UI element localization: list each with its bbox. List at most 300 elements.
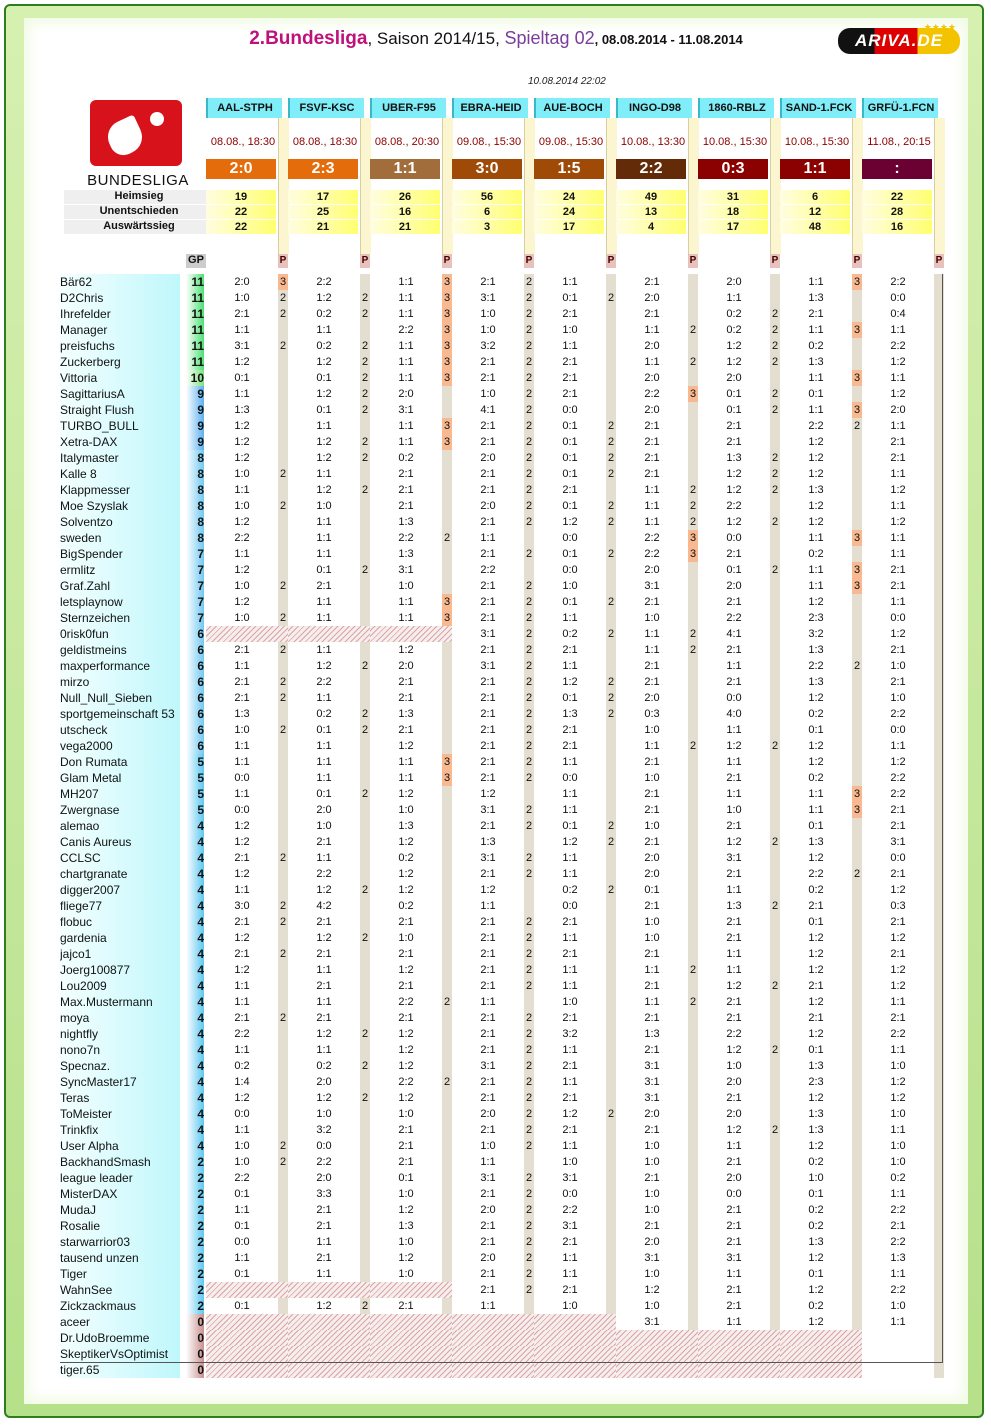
table-row (24, 1186, 968, 1202)
player-points: 9 (186, 434, 204, 450)
tip-points: 2 (607, 516, 615, 528)
tip-points (278, 1090, 288, 1106)
tip-cell: 0:1 (316, 724, 332, 736)
tip-cell: 0:1 (562, 692, 578, 704)
tip-cell: 2:2 (890, 708, 906, 720)
match-name[interactable]: EBRA-HEID (452, 98, 528, 118)
tip-cell: 2:1 (480, 1188, 496, 1200)
tip-points (442, 1058, 452, 1074)
match-stat-a: 17 (698, 220, 768, 234)
tip-cell: 2:0 (726, 1076, 742, 1088)
player-name[interactable]: vega2000 (60, 738, 180, 754)
tip-points (360, 738, 370, 754)
tip-cell: 2:1 (726, 1236, 742, 1248)
tip-cell: 1:3 (398, 820, 414, 832)
tip-cell: 3:1 (234, 340, 250, 352)
player-name[interactable]: gardenia (60, 930, 180, 946)
tip-points (442, 914, 452, 930)
tip-points (606, 978, 616, 994)
player-name[interactable]: Straight Flush (60, 402, 180, 418)
tip-cell: 2:2 (398, 1076, 414, 1088)
tip-points (442, 946, 452, 962)
player-points: 8 (186, 498, 204, 514)
tip-points: 2 (279, 916, 287, 928)
tip-cell (862, 1330, 934, 1346)
tip-cell: 1:3 (808, 1060, 824, 1072)
tip-points (360, 914, 370, 930)
player-name[interactable]: MisterDAX (60, 1186, 180, 1202)
player-name[interactable]: Italymaster (60, 450, 180, 466)
tip-cell: 1:1 (726, 756, 742, 768)
tip-cell: 2:2 (316, 676, 332, 688)
tip-cell: 2:1 (644, 836, 660, 848)
label-unentschieden: Unentschieden (64, 205, 214, 219)
player-name[interactable]: starwarrior03 (60, 1234, 180, 1250)
tip-cell: 2:1 (726, 916, 742, 928)
table-row (24, 946, 968, 962)
tip-points (360, 498, 370, 514)
player-name[interactable]: Rosalie (60, 1218, 180, 1234)
player-name[interactable]: Tiger (60, 1266, 180, 1282)
tip-cell: 3:1 (480, 804, 496, 816)
tip-points: 3 (443, 756, 451, 768)
tip-cell: 2:1 (562, 1124, 578, 1136)
player-name[interactable]: ermlitz (60, 562, 180, 578)
player-name[interactable]: Solventzo (60, 514, 180, 530)
tip-points: 3 (853, 324, 861, 336)
tip-cell: 0:1 (808, 916, 824, 928)
tip-cell: 1:1 (808, 532, 824, 544)
player-points: 4 (186, 1138, 204, 1154)
tip-cell: 1:1 (562, 1252, 578, 1264)
match-name[interactable]: SAND-1.FCK (780, 98, 856, 118)
tip-points (852, 1234, 862, 1250)
tip-cell: 1:0 (890, 1108, 906, 1120)
tip-points: 2 (525, 644, 533, 656)
tip-cell: 2:1 (398, 1300, 414, 1312)
tip-points: 2 (525, 596, 533, 608)
tip-points (360, 994, 370, 1010)
tip-points (770, 594, 780, 610)
tip-points (770, 1026, 780, 1042)
tip-cell: 1:1 (562, 788, 578, 800)
tip-cell: 1:2 (316, 1300, 332, 1312)
tip-cell: 2:1 (480, 740, 496, 752)
tip-cell: 2:1 (480, 772, 496, 784)
player-name[interactable]: Graf.Zahl (60, 578, 180, 594)
tip-cell (288, 626, 370, 642)
player-name[interactable]: Kalle 8 (60, 466, 180, 482)
player-name[interactable]: Bär62 (60, 274, 180, 290)
player-name[interactable]: preisfuchs (60, 338, 180, 354)
tip-cell: 1:2 (808, 932, 824, 944)
tip-cell: 1:1 (890, 1188, 906, 1200)
tip-points (524, 834, 534, 850)
tip-points (442, 818, 452, 834)
tip-points (770, 418, 780, 434)
player-name[interactable]: flobuc (60, 914, 180, 930)
label-heimsieg: Heimsieg (64, 190, 214, 204)
match-name[interactable]: INGO-D98 (616, 98, 692, 118)
tip-cell: 4:1 (480, 404, 496, 416)
tip-points: 2 (689, 516, 697, 528)
player-name[interactable]: Sternzeichen (60, 610, 180, 626)
tip-cell: 2:1 (890, 820, 906, 832)
tip-cell: 1:1 (562, 804, 578, 816)
match-stat-a: 16 (862, 220, 932, 234)
player-name[interactable]: Specnaz. (60, 1058, 180, 1074)
tip-cell: 3:1 (480, 1172, 496, 1184)
tip-cell: 1:0 (234, 292, 250, 304)
tip-cell: 1:1 (316, 532, 332, 544)
tip-cell: 0:1 (726, 564, 742, 576)
tip-points (278, 322, 288, 338)
tip-points: 3 (443, 420, 451, 432)
tip-points: 2 (361, 308, 369, 320)
tip-points: 2 (361, 788, 369, 800)
player-name[interactable]: Zuckerberg (60, 354, 180, 370)
table-row (24, 754, 968, 770)
tip-points (688, 1234, 698, 1250)
logo-word: BUNDESLIGA (87, 172, 189, 189)
tip-cell: 1:1 (316, 612, 332, 624)
tip-cell: 0:1 (316, 788, 332, 800)
tip-cell: 1:1 (234, 1124, 250, 1136)
player-name[interactable]: SyncMaster17 (60, 1074, 180, 1090)
match-name[interactable]: 1860-RBLZ (698, 98, 774, 118)
tip-points (606, 354, 616, 370)
tip-cell: 2:1 (480, 596, 496, 608)
tip-cell: 2:1 (808, 308, 824, 320)
tip-cell: 0:0 (890, 852, 906, 864)
player-points: 9 (186, 402, 204, 418)
tip-cell: 1:1 (890, 500, 906, 512)
player-name[interactable]: Ihrefelder (60, 306, 180, 322)
tip-cell: 1:1 (808, 276, 824, 288)
tip-cell: 1:1 (726, 1268, 742, 1280)
tip-points (688, 658, 698, 674)
tip-cell: 2:1 (726, 436, 742, 448)
tip-cell: 2:2 (316, 276, 332, 288)
tip-cell: 1:0 (316, 820, 332, 832)
tip-points (688, 610, 698, 626)
star-icon: ★★★★ (923, 22, 956, 32)
tip-cell: 1:1 (562, 1044, 578, 1056)
tip-points (770, 674, 780, 690)
tip-points: 2 (525, 932, 533, 944)
player-name[interactable]: TURBO_BULL (60, 418, 180, 434)
player-name[interactable]: fliege77 (60, 898, 180, 914)
tip-points (606, 914, 616, 930)
player-name[interactable]: tausend unzen (60, 1250, 180, 1266)
player-name[interactable]: Vittoria (60, 370, 180, 386)
tip-points: 2 (607, 420, 615, 432)
tip-points (442, 498, 452, 514)
player-name[interactable]: Canis Aureus (60, 834, 180, 850)
tip-cell: 0:0 (890, 724, 906, 736)
player-name[interactable]: moya (60, 1010, 180, 1026)
match-stat-a: 48 (780, 220, 850, 234)
tip-cell: 1:2 (398, 1044, 414, 1056)
tip-points: 2 (525, 628, 533, 640)
player-name[interactable]: CCLSC (60, 850, 180, 866)
table-row (24, 1346, 968, 1362)
tip-cell: 0:0 (726, 1188, 742, 1200)
tip-cell: 1:1 (890, 1268, 906, 1280)
tip-points (852, 706, 862, 722)
tip-points (852, 546, 862, 562)
match-name[interactable]: GRFÜ-1.FCN (862, 98, 938, 118)
tip-cell: 1:1 (726, 948, 742, 960)
tip-cell: 0:4 (890, 308, 906, 320)
player-name[interactable]: chartgranate (60, 866, 180, 882)
tip-points: 2 (607, 836, 615, 848)
player-name[interactable]: 0risk0fun (60, 626, 180, 642)
player-name[interactable]: maxperformance (60, 658, 180, 674)
tip-cell: 2:1 (726, 420, 742, 432)
player-points: 8 (186, 530, 204, 546)
player-name[interactable]: league leader (60, 1170, 180, 1186)
tip-cell: 1:1 (234, 548, 250, 560)
player-name[interactable]: nono7n (60, 1042, 180, 1058)
player-name[interactable]: Don Rumata (60, 754, 180, 770)
table-row (24, 1090, 968, 1106)
tip-cell: 2:1 (316, 580, 332, 592)
tip-cell: 1:1 (726, 660, 742, 672)
player-name[interactable]: Max.Mustermann (60, 994, 180, 1010)
tip-points (606, 274, 616, 290)
tip-points: 3 (443, 436, 451, 448)
tip-points: 2 (361, 564, 369, 576)
tip-cell: 1:3 (808, 484, 824, 496)
table-row (24, 466, 968, 482)
tip-points: 2 (279, 852, 287, 864)
tip-cell: 1:0 (398, 804, 414, 816)
tip-points: 2 (525, 740, 533, 752)
tip-cell: 2:0 (644, 868, 660, 880)
table-row (24, 1362, 968, 1378)
tip-points (770, 530, 780, 546)
player-name[interactable]: Zwergnase (60, 802, 180, 818)
tip-points (688, 1282, 698, 1298)
tip-cell: 2:2 (398, 996, 414, 1008)
tip-cell: 0:1 (808, 388, 824, 400)
player-name[interactable]: letsplaynow (60, 594, 180, 610)
tip-points (852, 1058, 862, 1074)
player-name[interactable]: WahnSee (60, 1282, 180, 1298)
player-name[interactable]: Manager (60, 322, 180, 338)
tip-cell: 2:0 (726, 372, 742, 384)
tip-cell: 0:2 (398, 452, 414, 464)
player-name[interactable]: Teras (60, 1090, 180, 1106)
tip-points (688, 754, 698, 770)
tip-cell: 1:0 (644, 1140, 660, 1152)
player-name[interactable]: Glam Metal (60, 770, 180, 786)
tip-points (852, 722, 862, 738)
player-name[interactable]: ToMeister (60, 1106, 180, 1122)
tip-cell: 2:1 (562, 388, 578, 400)
match-name[interactable]: FSVF-KSC (288, 98, 364, 118)
tip-cell: 1:2 (726, 980, 742, 992)
match-name[interactable]: UBER-F95 (370, 98, 446, 118)
tip-cell: 3:1 (644, 1060, 660, 1072)
player-name[interactable]: MH207 (60, 786, 180, 802)
match-date: 08.08., 20:30 (374, 136, 440, 148)
tip-points (278, 1218, 288, 1234)
tip-cell: 0:0 (890, 612, 906, 624)
tip-points: 2 (279, 1156, 287, 1168)
tip-cell: 2:1 (480, 1012, 496, 1024)
tip-cell: 2:2 (890, 340, 906, 352)
tip-cell: 1:2 (234, 420, 250, 432)
player-points: 4 (186, 1106, 204, 1122)
tip-points: 2 (525, 388, 533, 400)
tip-points: 2 (443, 996, 451, 1008)
tip-points (770, 818, 780, 834)
tip-points: 2 (525, 420, 533, 432)
tip-points: 2 (771, 468, 779, 480)
player-name[interactable]: alemao (60, 818, 180, 834)
player-points: 5 (186, 802, 204, 818)
tip-points (278, 786, 288, 802)
tip-points: 2 (279, 580, 287, 592)
match-name[interactable]: AUE-BOCH (534, 98, 610, 118)
tip-cell: 1:2 (808, 1284, 824, 1296)
tip-cell: 2:1 (644, 276, 660, 288)
tip-cell (616, 1362, 698, 1378)
tip-cell: 1:2 (398, 1028, 414, 1040)
player-name[interactable]: utscheck (60, 722, 180, 738)
tip-points (688, 290, 698, 306)
tip-points: 2 (525, 804, 533, 816)
player-name[interactable]: Trinkfix (60, 1122, 180, 1138)
tip-cell: 1:1 (398, 756, 414, 768)
player-points: 9 (186, 386, 204, 402)
tip-points (688, 1074, 698, 1090)
tip-cell: 1:1 (562, 1268, 578, 1280)
tip-points (852, 482, 862, 498)
player-name[interactable]: sweden (60, 530, 180, 546)
player-name[interactable]: Lou2009 (60, 978, 180, 994)
tip-cell: 1:1 (562, 612, 578, 624)
tip-cell: 2:1 (398, 948, 414, 960)
tip-cell: 2:2 (890, 1284, 906, 1296)
tip-points (360, 466, 370, 482)
player-points: 4 (186, 1010, 204, 1026)
player-name[interactable]: sportgemeinschaft 53 (60, 706, 180, 722)
tip-cell: 0:1 (808, 1268, 824, 1280)
tip-cell: 3:2 (808, 628, 824, 640)
player-name[interactable]: aceer (60, 1314, 180, 1330)
match-stat-h: 56 (452, 190, 522, 204)
tip-cell: 2:1 (398, 1124, 414, 1136)
tip-points: 2 (853, 420, 861, 432)
player-name[interactable]: Null_Null_Sieben (60, 690, 180, 706)
player-name[interactable]: Klappmesser (60, 482, 180, 498)
tip-points (852, 1106, 862, 1122)
player-points: 6 (186, 626, 204, 642)
match-name[interactable]: AAL-STPH (206, 98, 282, 118)
tip-cell: 2:1 (480, 1284, 496, 1296)
tip-points: 2 (525, 1012, 533, 1024)
tip-points (770, 626, 780, 642)
tip-cell: 2:2 (316, 1156, 332, 1168)
tip-points: 2 (853, 868, 861, 880)
player-name[interactable]: Dr.UdoBroemme (60, 1330, 180, 1346)
tip-cell: 2:1 (480, 1236, 496, 1248)
player-name[interactable]: geldistmeins (60, 642, 180, 658)
tip-cell: 2:2 (234, 1172, 250, 1184)
tip-points: 3 (689, 548, 697, 560)
tip-cell: 0:0 (562, 532, 578, 544)
tip-cell: 1:2 (316, 436, 332, 448)
player-name[interactable]: jajco1 (60, 946, 180, 962)
player-name[interactable]: Joerg100877 (60, 962, 180, 978)
tip-cell: 2:1 (890, 868, 906, 880)
tip-cell: 1:2 (562, 836, 578, 848)
tip-cell: 2:1 (562, 1060, 578, 1072)
player-name[interactable]: BackhandSmash (60, 1154, 180, 1170)
ariva-logo[interactable]: ARIVA.DE ★★★★ (838, 24, 960, 58)
tip-cell (206, 1282, 288, 1298)
tip-points (606, 1266, 616, 1282)
tip-points (770, 610, 780, 626)
player-name[interactable]: digger2007 (60, 882, 180, 898)
player-name[interactable]: SkeptikerVsOptimist (60, 1346, 180, 1362)
player-points: 2 (186, 1218, 204, 1234)
tip-cell: 1:0 (398, 1188, 414, 1200)
player-name[interactable]: User Alpha (60, 1138, 180, 1154)
tip-points (442, 1106, 452, 1122)
tip-cell (534, 1314, 616, 1330)
tip-cell: 0:1 (726, 404, 742, 416)
player-name[interactable]: MudaJ (60, 1202, 180, 1218)
player-name[interactable]: Zickzackmaus (60, 1298, 180, 1314)
tip-cell: 1:1 (234, 884, 250, 896)
player-name[interactable]: nightfly (60, 1026, 180, 1042)
tip-cell: 1:2 (398, 868, 414, 880)
tip-cell: 1:1 (562, 964, 578, 976)
tip-cell: 1:2 (316, 292, 332, 304)
player-name[interactable]: SagittariusA (60, 386, 180, 402)
tip-cell: 2:1 (480, 948, 496, 960)
player-name[interactable]: Moe Szyslak (60, 498, 180, 514)
tip-points: 2 (361, 932, 369, 944)
tip-points (688, 898, 698, 914)
player-name[interactable]: mirzo (60, 674, 180, 690)
tip-cell: 2:0 (316, 1172, 332, 1184)
tip-points (770, 786, 780, 802)
tip-cell: 2:1 (890, 564, 906, 576)
tip-cell: 2:0 (316, 1076, 332, 1088)
tip-points (278, 386, 288, 402)
player-name[interactable]: tiger.65 (60, 1362, 180, 1378)
table-row (24, 658, 968, 674)
tip-cell: 1:2 (398, 1060, 414, 1072)
player-name[interactable]: Xetra-DAX (60, 434, 180, 450)
tip-cell: 2:1 (644, 756, 660, 768)
player-name[interactable]: BigSpender (60, 546, 180, 562)
tip-points (688, 882, 698, 898)
tip-points: 2 (525, 340, 533, 352)
tip-cell: 1:3 (808, 676, 824, 688)
tip-points: 2 (607, 1108, 615, 1120)
tip-cell: 1:2 (480, 788, 496, 800)
tip-points (770, 274, 780, 290)
match-result: 0:3 (698, 159, 768, 179)
tip-cell: 0:2 (808, 708, 824, 720)
player-name[interactable]: D2Chris (60, 290, 180, 306)
